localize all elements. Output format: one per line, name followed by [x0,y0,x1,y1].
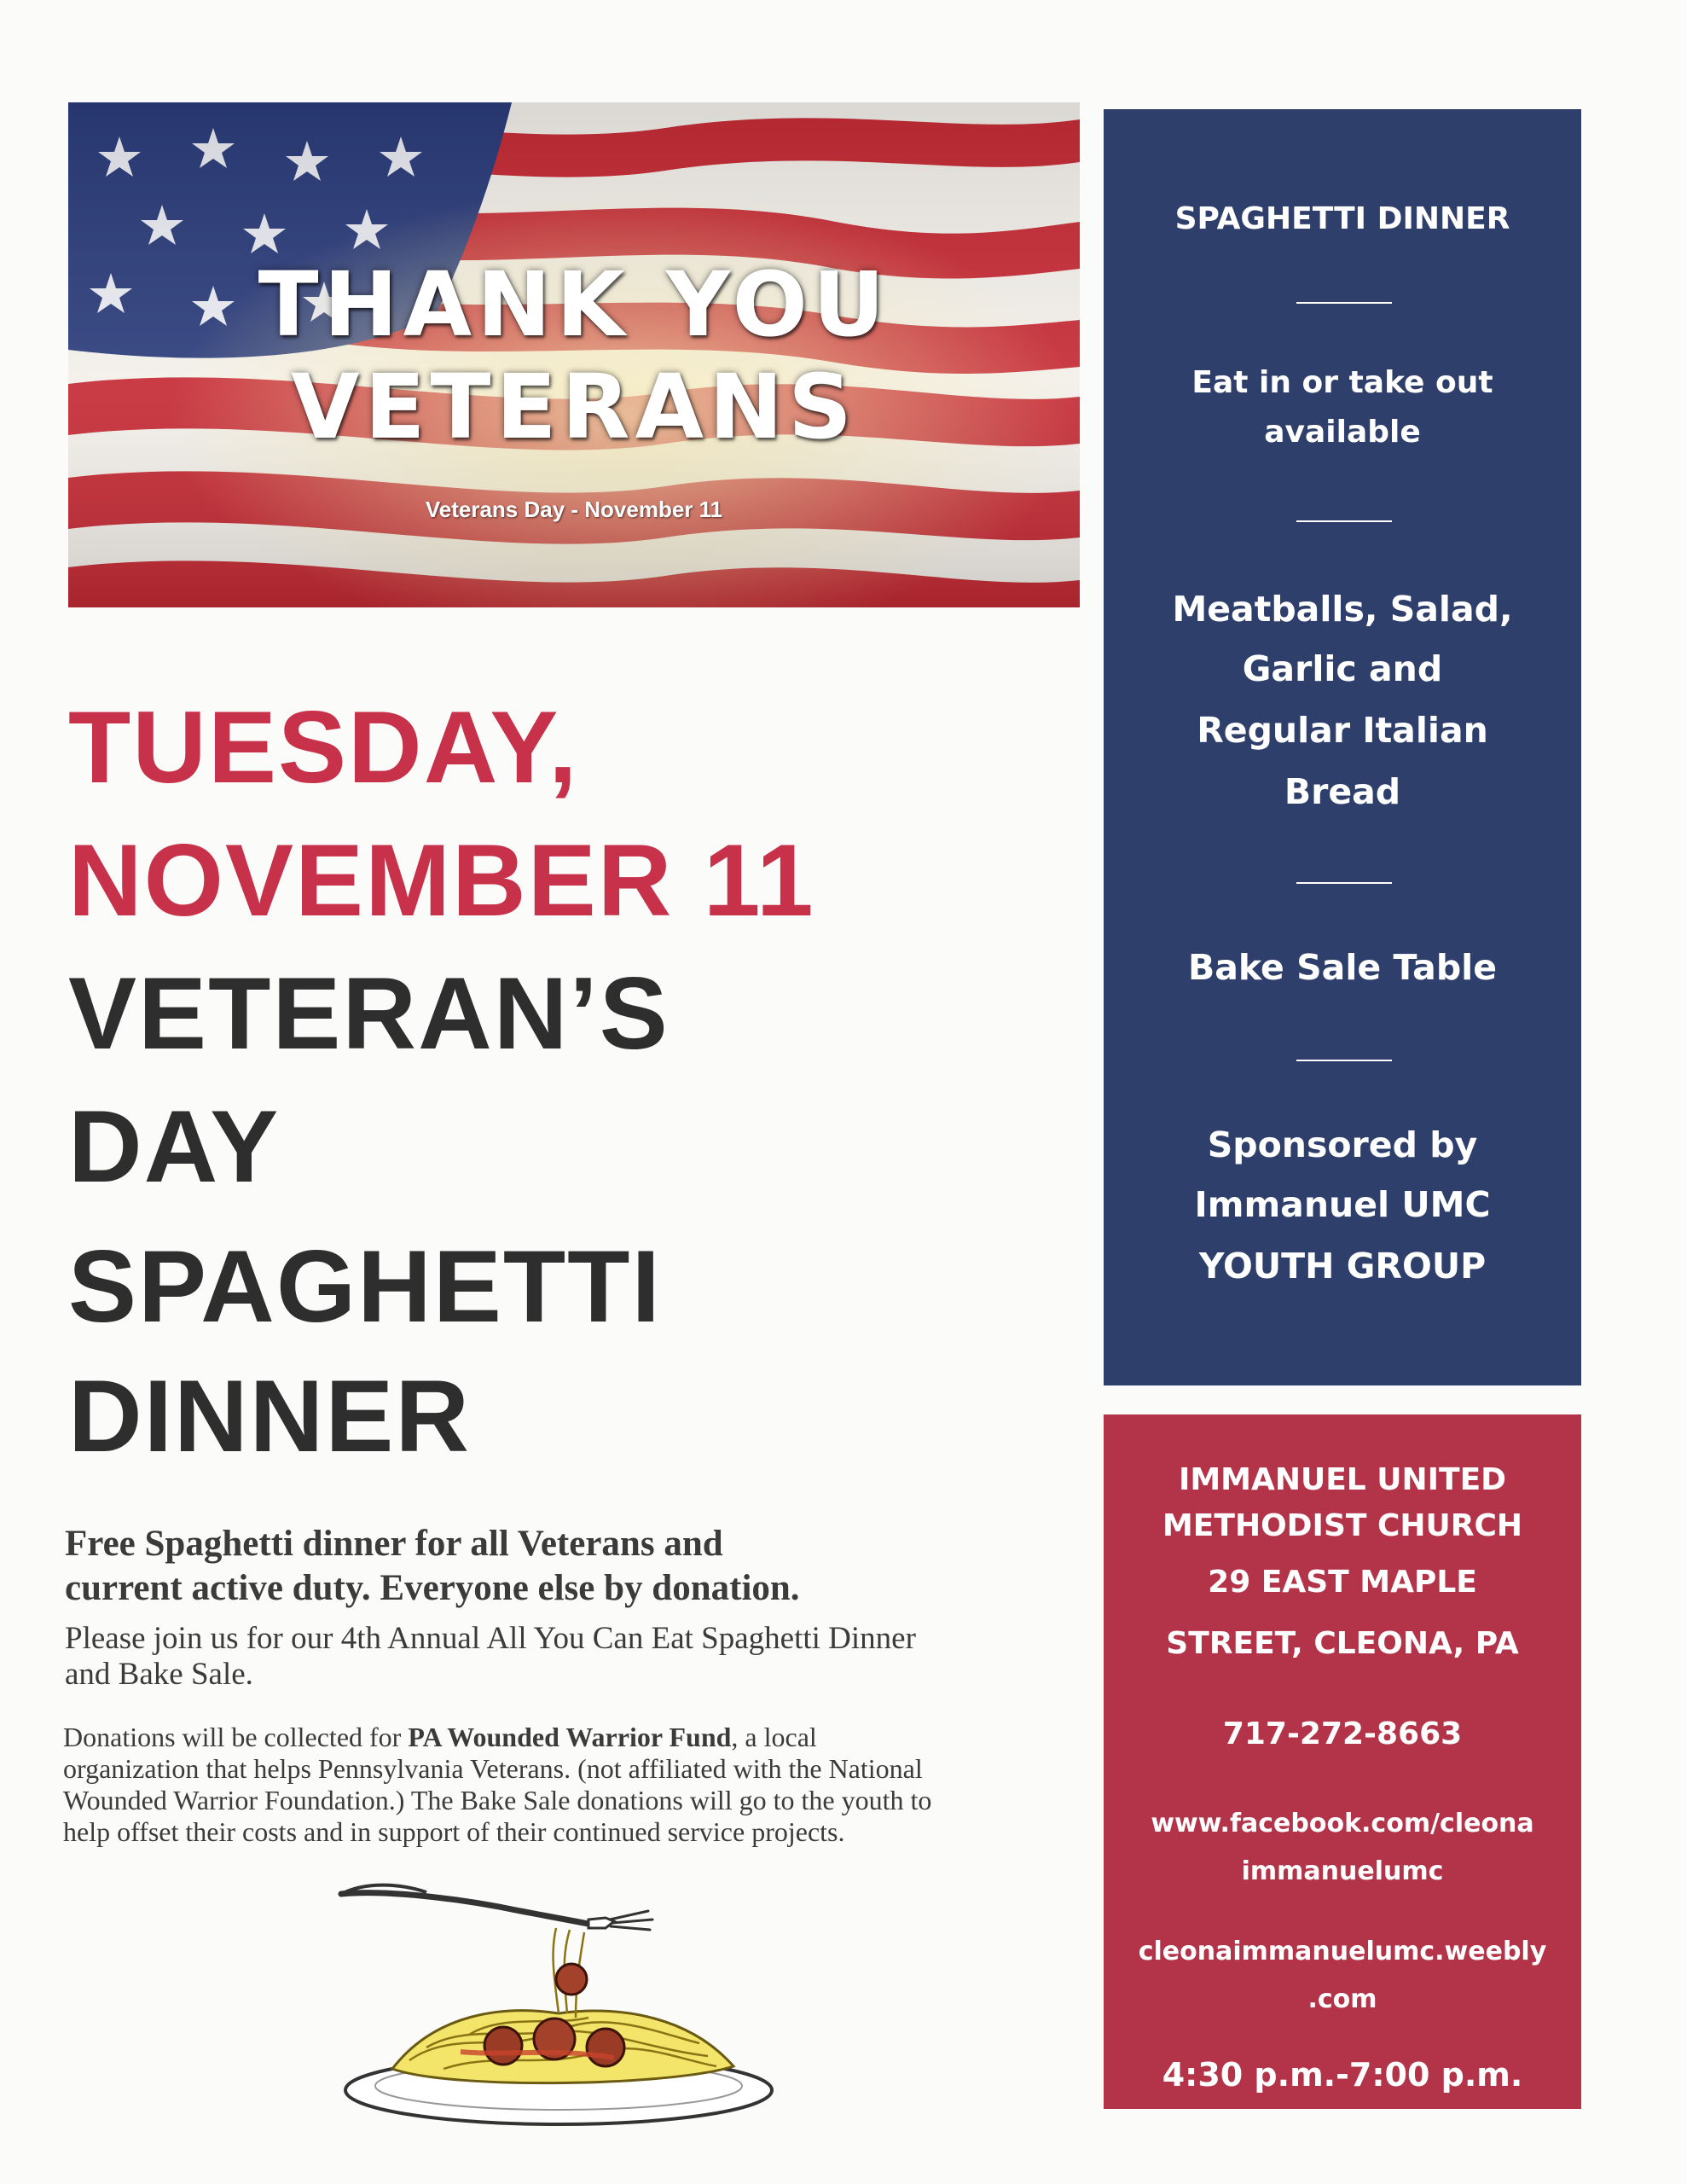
divider [1296,1060,1392,1061]
event-time: 4:30 p.m.-7:00 p.m. [1162,2056,1523,2094]
menu-line4: Bread [1284,771,1401,812]
address-line2: STREET, CLEONA, PA [1166,1626,1519,1661]
church-name-line1: IMMANUEL UNITED [1178,1462,1507,1497]
facebook-link-line1[interactable]: www.facebook.com/cleona [1151,1809,1534,1838]
donations-line1 [63,1722,1070,1753]
donations-line2: organization that helps Pennsylvania Veterans. (not affiliated with the National [63,1753,923,1784]
eat-in-line1: Eat in or take out [1191,365,1493,400]
banner-subtitle: Veterans Day - November 11 [425,497,723,522]
spaghetti-plate-illustration [333,1877,785,2133]
address-line1: 29 EAST MAPLE [1208,1565,1477,1600]
contact-panel [1104,1414,1581,2109]
headline-dinner: DINNER [68,1359,472,1473]
phone-number: 717-272-8663 [1222,1716,1463,1751]
menu-line1: Meatballs, Salad, [1172,589,1513,630]
website-link-line2[interactable]: .com [1307,1984,1377,2014]
facebook-link-line2[interactable]: immanuelumc [1241,1856,1444,1886]
event-details-panel [1104,109,1581,1385]
donations-line3: Wounded Warrior Foundation.) The Bake Sale donations will go to the youth to [63,1785,932,1815]
divider [1296,882,1392,884]
bake-sale-text: Bake Sale Table [1187,947,1498,988]
join-text [65,1621,1071,1693]
website-link-line1[interactable]: cleonaimmanuelumc.weebly [1138,1937,1547,1966]
sponsor-line3: YOUTH GROUP [1198,1246,1487,1287]
sponsor-line2: Immanuel UMC [1194,1184,1491,1225]
church-name-line2: METHODIST CHURCH [1162,1508,1523,1543]
headline-spaghetti: SPAGHETTI [68,1229,662,1344]
divider [1296,520,1392,522]
donations-text [63,1722,1070,1848]
join-text-line2: and Bake Sale. [65,1657,253,1692]
eat-in-line2: available [1264,415,1421,450]
donations-fund-name: PA Wounded Warrior Fund [408,1722,732,1752]
headline-veterans: VETERAN’S [68,956,670,1071]
divider [1296,302,1392,304]
headline-day: TUESDAY, [68,690,579,804]
menu-line3: Regular Italian [1197,710,1488,751]
menu-line2: Garlic and [1242,648,1443,689]
donations-suffix: , a local [731,1722,817,1752]
banner-title-line2: VETERANS [290,355,858,459]
donations-line4: help offset their costs and in support of their continued service projects. [63,1816,845,1847]
sponsor-line1: Sponsored by [1207,1124,1478,1165]
headline-date: NOVEMBER 11 [68,823,815,938]
donations-prefix: Donations will be collected for [63,1722,409,1752]
free-text-line1: Free Spaghetti dinner for all Veterans and [65,1524,723,1564]
join-text-line1: Please join us for our 4th Annual All You Can Eat Spaghetti Dinner [65,1621,916,1656]
flag-banner [68,102,1080,607]
free-dinner-text [65,1522,1020,1611]
banner-title-line1: THANK YOU [258,253,890,357]
free-text-line2: current active duty. Everyone else by donation. [65,1568,800,1608]
panel-title: SPAGHETTI DINNER [1174,201,1510,236]
headline-day-word: DAY [68,1089,281,1204]
